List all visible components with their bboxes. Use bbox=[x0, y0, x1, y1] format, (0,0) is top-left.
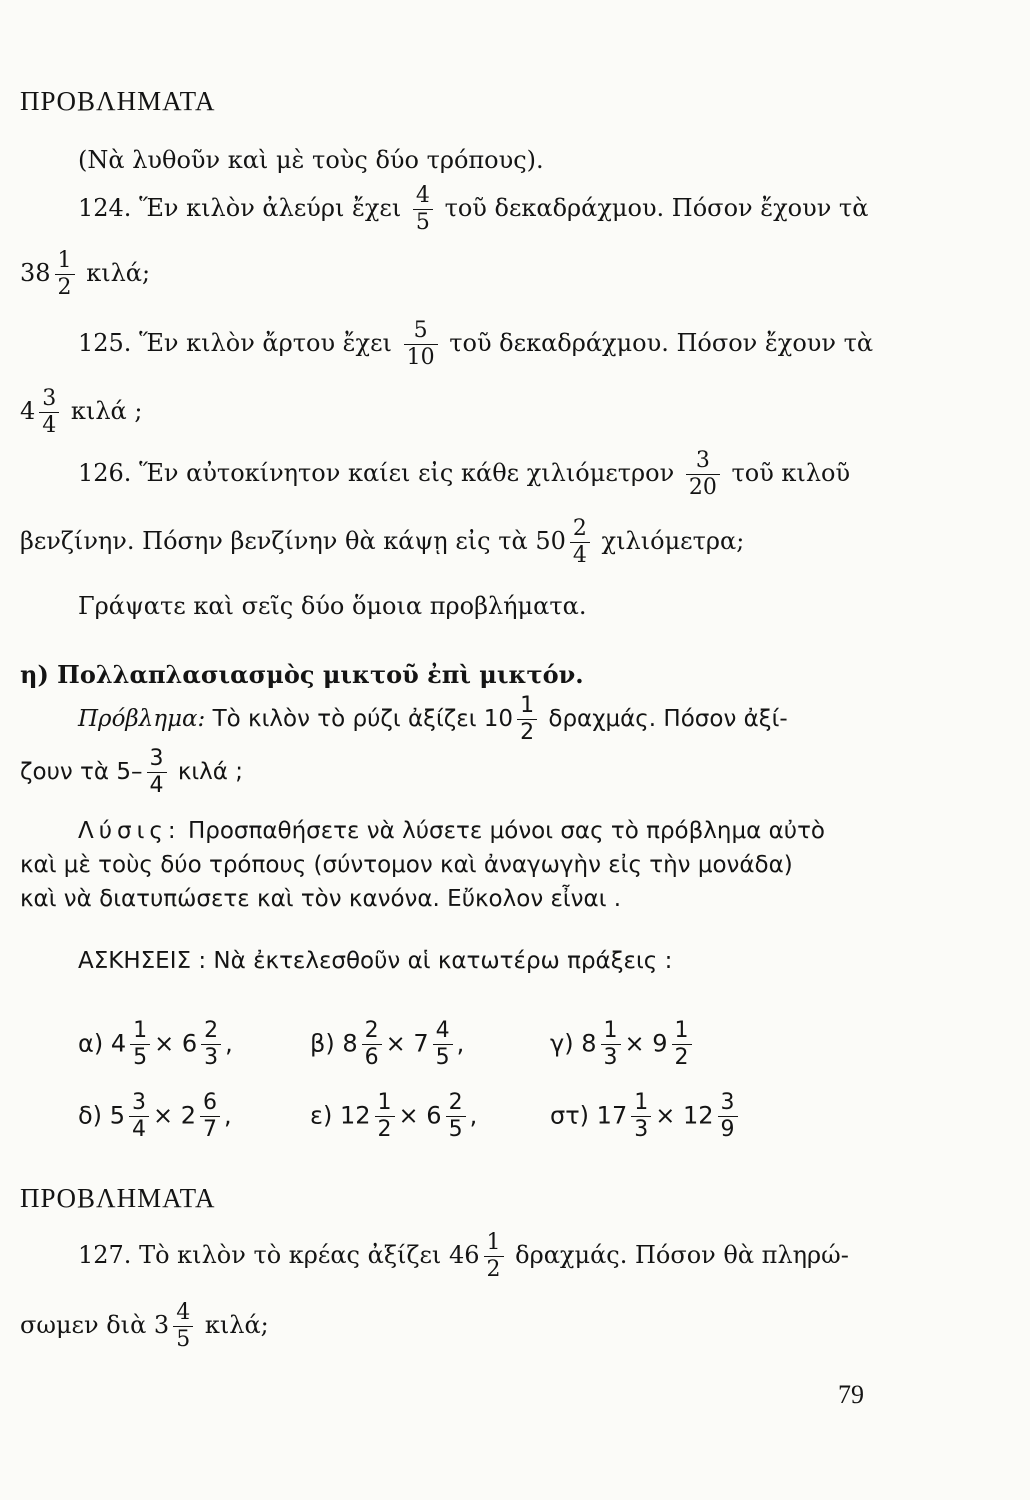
solution-label: Λύσις: bbox=[78, 818, 181, 844]
problem-text: Τὸ κιλὸν τὸ ρύζι ἀξίζει bbox=[212, 706, 477, 732]
fraction bbox=[672, 1020, 692, 1069]
whole-number: 12 bbox=[682, 1101, 714, 1130]
fraction bbox=[130, 1020, 150, 1069]
denominator: 4 bbox=[131, 1117, 146, 1142]
fraction bbox=[147, 748, 167, 797]
numerator: 3 bbox=[695, 448, 710, 473]
problem-text: χιλιόμετρα; bbox=[601, 527, 745, 555]
problem-number: 126. bbox=[78, 459, 132, 487]
numerator: 1 bbox=[634, 1090, 649, 1115]
numerator: 4 bbox=[435, 1018, 450, 1043]
fraction bbox=[200, 1092, 220, 1141]
problem-124-line1 bbox=[78, 185, 868, 234]
numerator: 1 bbox=[57, 248, 72, 273]
denominator: 6 bbox=[364, 1045, 379, 1070]
numerator: 1 bbox=[133, 1018, 148, 1043]
fraction bbox=[433, 1020, 453, 1069]
whole-number: 7 bbox=[413, 1029, 429, 1058]
section-heading: η) Πολλαπλασιασμὸς μικτοῦ ἐπὶ μικτόν. bbox=[20, 660, 584, 689]
problem-text: δραχμάς. Πόσον ἀξί- bbox=[548, 706, 788, 732]
whole-number: 2 bbox=[180, 1101, 196, 1130]
problem-text: κιλά ; bbox=[177, 759, 243, 785]
whole-number: 38 bbox=[20, 259, 51, 287]
problem-text: Ἕν αὐτοκίνητον καίει εἰς κάθε χιλιόμετρον bbox=[139, 459, 675, 487]
denominator: 3 bbox=[204, 1045, 219, 1070]
fraction bbox=[375, 1092, 395, 1141]
whole-number: 50 bbox=[535, 527, 566, 555]
problem-126-line1 bbox=[78, 450, 850, 499]
whole-number: 6 bbox=[426, 1101, 442, 1130]
problem-125-line2 bbox=[20, 388, 142, 437]
whole-number: 8 bbox=[581, 1029, 597, 1058]
problem-text: κιλά ; bbox=[70, 397, 143, 425]
numerator: 3 bbox=[149, 746, 164, 771]
fraction bbox=[173, 1302, 193, 1351]
separator: , bbox=[469, 1101, 478, 1130]
problem-text: Ἕν κιλὸν ἄρτου ἔχει bbox=[139, 329, 392, 357]
problem-124-line2 bbox=[20, 250, 150, 299]
exercise-item bbox=[310, 1020, 464, 1069]
numerator: 2 bbox=[204, 1018, 219, 1043]
numerator: 3 bbox=[131, 1090, 146, 1115]
solution-text: Προσπαθήσετε νὰ λύσετε μόνοι σας τὸ πρόβλημα αὐτὸ bbox=[187, 818, 825, 844]
exercise-tag: δ) bbox=[78, 1101, 103, 1130]
exercise-tag: στ) bbox=[550, 1101, 590, 1130]
fraction bbox=[446, 1092, 466, 1141]
numerator: 6 bbox=[203, 1090, 217, 1115]
problem-number: 127. bbox=[78, 1241, 132, 1269]
numerator: 1 bbox=[520, 693, 535, 718]
denominator: 20 bbox=[688, 475, 717, 500]
whole-number: 9 bbox=[652, 1029, 668, 1058]
denominator: 2 bbox=[57, 275, 72, 300]
times-sign: × bbox=[624, 1029, 645, 1058]
whole-number: 17 bbox=[596, 1101, 628, 1130]
times-sign: × bbox=[655, 1101, 676, 1130]
fraction bbox=[484, 1232, 504, 1281]
numerator: 4 bbox=[176, 1300, 191, 1325]
problem-number: 125. bbox=[78, 329, 132, 357]
numerator: 1 bbox=[674, 1018, 689, 1043]
exercise-tag: γ) bbox=[550, 1029, 574, 1058]
problems-heading: ΠΡΟΒΛΗΜΑΤΑ bbox=[20, 86, 216, 116]
fraction bbox=[517, 695, 537, 744]
problem-number: 124. bbox=[78, 194, 132, 222]
problem-text: Τὸ κιλὸν τὸ κρέας ἀξίζει bbox=[139, 1241, 442, 1269]
solution-line2: καὶ μὲ τοὺς δύο τρόπους (σύντομον καὶ ἀναγωγὴν εἰς τὴν μονάδα) bbox=[20, 852, 793, 878]
problem-text: βενζίνην. Πόσην βενζίνην θὰ κάψῃ εἰς τὰ bbox=[20, 527, 528, 555]
denominator: 4 bbox=[572, 543, 587, 568]
write-similar-text: Γράψατε καὶ σεῖς δύο ὅμοια προβλήματα. bbox=[78, 592, 587, 620]
problem-label: Πρόβλημα: bbox=[78, 706, 206, 732]
exercises-label: ΑΣΚΗΣΕΙΣ : bbox=[78, 948, 207, 974]
problem-statement-line2 bbox=[20, 748, 243, 797]
fraction bbox=[129, 1092, 149, 1141]
numerator: 5 bbox=[413, 318, 428, 343]
whole-number: 4 bbox=[20, 397, 36, 425]
exercise-item bbox=[550, 1020, 696, 1069]
exercise-item bbox=[550, 1092, 742, 1141]
solution-line3: καὶ νὰ διατυπώσετε καὶ τὸν κανόνα. Εὔκολον εἶναι . bbox=[20, 886, 622, 912]
solution-line1 bbox=[78, 818, 825, 844]
fraction bbox=[201, 1020, 221, 1069]
whole-number: 4 bbox=[110, 1029, 127, 1058]
separator: , bbox=[456, 1029, 465, 1058]
page-number: 79 bbox=[838, 1380, 864, 1409]
whole-number: 3 bbox=[153, 1311, 170, 1339]
times-sign: × bbox=[152, 1101, 174, 1130]
numerator: 3 bbox=[42, 386, 57, 411]
whole-number: 12 bbox=[339, 1101, 371, 1130]
fraction bbox=[718, 1092, 738, 1141]
numerator: 4 bbox=[415, 183, 430, 208]
whole-number: 10 bbox=[483, 706, 514, 732]
denominator: 3 bbox=[634, 1117, 649, 1142]
fraction bbox=[686, 450, 720, 499]
denominator: 5 bbox=[176, 1327, 191, 1352]
denominator: 5 bbox=[415, 210, 430, 235]
problem-127-line1 bbox=[78, 1232, 849, 1281]
exercises-text: Νὰ ἐκτελεσθοῦν αἱ κατωτέρω πράξεις : bbox=[213, 948, 673, 974]
denominator: 5 bbox=[435, 1045, 450, 1070]
denominator: 2 bbox=[486, 1257, 501, 1282]
fraction bbox=[362, 1020, 382, 1069]
problem-text: Ἕν κιλὸν ἀλεύρι ἔχει bbox=[139, 194, 402, 222]
denominator: 4 bbox=[42, 413, 57, 438]
problem-125-line1 bbox=[78, 320, 873, 369]
fraction bbox=[413, 185, 433, 234]
exercises-line bbox=[78, 948, 672, 974]
numerator: 3 bbox=[720, 1090, 735, 1115]
numerator: 2 bbox=[364, 1018, 379, 1043]
exercise-item bbox=[78, 1092, 232, 1141]
times-sign: × bbox=[385, 1029, 406, 1058]
problem-127-line2 bbox=[20, 1302, 269, 1351]
denominator: 5 bbox=[448, 1117, 463, 1142]
fraction bbox=[404, 320, 438, 369]
problem-text: κιλά; bbox=[204, 1311, 269, 1339]
fraction bbox=[55, 250, 75, 299]
numerator: 2 bbox=[448, 1090, 463, 1115]
problem-text: ζουν τὰ bbox=[20, 759, 110, 785]
problem-text: δραχμάς. Πόσον θὰ πληρώ- bbox=[515, 1241, 849, 1269]
whole-number: 8 bbox=[342, 1029, 358, 1058]
fraction bbox=[39, 388, 59, 437]
problem-text: κιλά; bbox=[86, 259, 151, 287]
instruction-text: (Νὰ λυθοῦν καὶ μὲ τοὺς δύο τρόπους). bbox=[78, 146, 544, 174]
problem-text: τοῦ κιλοῦ bbox=[731, 459, 851, 487]
numerator: 2 bbox=[572, 516, 587, 541]
exercise-tag: β) bbox=[310, 1029, 335, 1058]
whole-number: 6 bbox=[181, 1029, 198, 1058]
denominator: 7 bbox=[203, 1117, 217, 1142]
whole-number: 46 bbox=[448, 1241, 480, 1269]
fraction bbox=[601, 1020, 621, 1069]
denominator: 9 bbox=[720, 1117, 735, 1142]
fraction bbox=[570, 518, 590, 567]
problem-126-line2 bbox=[20, 518, 744, 567]
denominator: 2 bbox=[520, 720, 535, 745]
denominator: 10 bbox=[406, 345, 435, 370]
fraction bbox=[631, 1092, 651, 1141]
exercise-item bbox=[310, 1092, 477, 1141]
problem-text: τοῦ δεκαδράχμου. Πόσον ἔχουν τὰ bbox=[444, 194, 869, 222]
times-sign: × bbox=[154, 1029, 175, 1058]
problems-heading-2: ΠΡΟΒΛΗΜΑΤΑ bbox=[20, 1183, 216, 1213]
denominator: 2 bbox=[377, 1117, 392, 1142]
numerator: 1 bbox=[377, 1090, 392, 1115]
whole-number: 5 bbox=[109, 1101, 125, 1130]
problem-text: σωμεν διὰ bbox=[20, 1311, 147, 1339]
denominator: 3 bbox=[603, 1045, 618, 1070]
denominator: 5 bbox=[133, 1045, 148, 1070]
problem-statement-line1 bbox=[78, 695, 788, 744]
numerator: 1 bbox=[603, 1018, 618, 1043]
exercise-tag: α) bbox=[78, 1029, 104, 1058]
times-sign: × bbox=[398, 1101, 419, 1130]
separator: , bbox=[225, 1029, 233, 1058]
whole-number: 5– bbox=[116, 759, 143, 785]
denominator: 4 bbox=[149, 773, 164, 798]
denominator: 2 bbox=[674, 1045, 689, 1070]
exercise-tag: ε) bbox=[310, 1101, 333, 1130]
problem-text: τοῦ δεκαδράχμου. Πόσον ἔχουν τὰ bbox=[449, 329, 874, 357]
separator: , bbox=[224, 1101, 232, 1130]
exercise-item bbox=[78, 1020, 233, 1069]
numerator: 1 bbox=[486, 1230, 501, 1255]
